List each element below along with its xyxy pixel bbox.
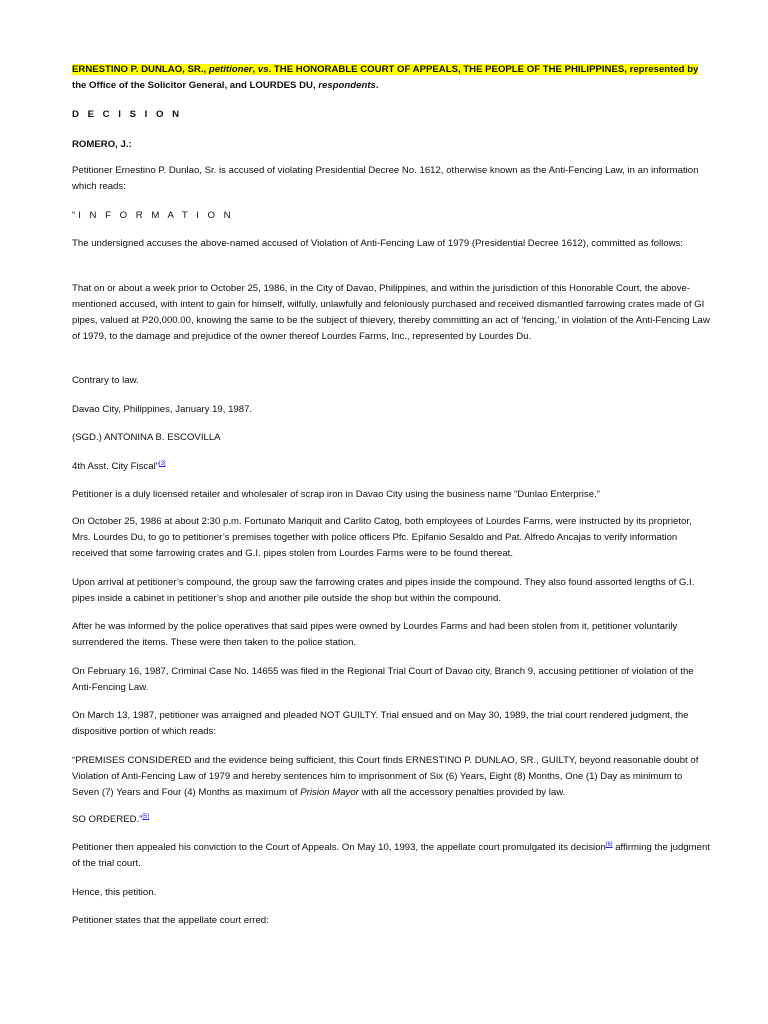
dispositive-end: with all the accessory penalties provided by law.	[361, 787, 566, 798]
appeal-text: Petitioner then appealed his conviction to the Court of Appeals. On May 10, 1993, the appellate court promulgated its decision	[72, 842, 606, 853]
footnote-link[interactable]: [5]	[142, 814, 150, 820]
signatory: (SGD.) ANTONINA B. ESCOVILLA	[72, 432, 221, 443]
paragraph: On February 16, 1987, Criminal Case No. 14655 was filed in the Regional Trial Court of Davao city, Branch 9, accusing petitioner of violation of the Anti-Fencing Law.	[72, 666, 694, 693]
respondents-rest: the Office of the Solicitor General, and	[72, 80, 247, 91]
paragraph: Davao City, Philippines, January 19, 1987.	[72, 404, 253, 415]
paragraph: The undersigned accuses the above-named accused of Violation of Anti-Fencing Law of 1979 (Presidential Decree 1612), committed as follows:	[72, 238, 683, 249]
dispositive-text: “PREMISES CONSIDERED and the evidence being sufficient, this Court finds ERNESTINO P. DUNLAO, SR., GUILTY, beyond reasonable doubt of Violation of Anti-Fencing Law of 1979 and hereby sentences him to imprisonment of Six (6) Years, Eight (8) Months, One (1) Day as minimum to Seven (7) Years and Four (4) Months as maximum of	[72, 755, 699, 798]
so-ordered: SO ORDERED.”	[72, 814, 143, 825]
paragraph: On March 13, 1987, petitioner was arraigned and pleaded NOT GUILTY. Trial ensued and on May 30, 1989, the trial court rendered judgment, the dispositive portion of which reads:	[72, 710, 689, 737]
ponente: ROMERO, J.:	[72, 139, 132, 150]
paragraph: Petitioner Ernestino P. Dunlao, Sr. is accused of violating Presidential Decree No. 1612, otherwise known as the Anti-Fencing Law, in an information which reads:	[72, 165, 699, 192]
decision-heading: D E C I S I O N	[72, 109, 183, 120]
paragraph: Upon arrival at petitioner’s compound, the group saw the farrowing crates and pipes inside the compound. They also found assorted lengths of G.I. pipes inside a cabinet in petitioner’s shop and another pile outside the shop but within the compound.	[72, 577, 695, 604]
petitioner-role: petitioner	[208, 64, 253, 75]
fiscal-line	[72, 459, 166, 475]
case-title-highlight	[72, 64, 698, 75]
paragraph: That on or about a week prior to October 25, 1986, in the City of Davao, Philippines, and within the jurisdiction of this Honorable Court, the above-mentioned accused, with intent to gain for himself, wilfully, unlawfully and feloniously purchased and received dismantled farrowing crates made of GI pipes, valued at P20,000.00, knowing the same to be the subject of thievery, thereby committing an act of ‘fencing,’ in violation of the Anti-Fencing Law of 1979, to the damage and prejudice of the owner thereof Lourdes Farms, Inc., represented by Lourdes Du.	[72, 283, 710, 342]
paragraph: After he was informed by the police operatives that said pipes were owned by Lourdes Farms and had been stolen from it, petitioner voluntarily surrendered the items. These were then taken to the police station.	[72, 621, 678, 648]
petitioner-name: ERNESTINO P. DUNLAO, SR.,	[72, 64, 207, 75]
dot: .	[268, 64, 272, 75]
versus: vs	[257, 64, 269, 75]
information-heading: “I N F O R M A T I O N	[72, 210, 234, 221]
paragraph	[72, 840, 712, 872]
respondent-lourdes: LOURDES DU,	[249, 80, 316, 91]
dispositive-portion	[72, 753, 712, 801]
comma: ,	[252, 64, 256, 75]
respondents-highlighted: THE HONORABLE COURT OF APPEALS, THE PEOPLE OF THE PHILIPPINES, represented by	[273, 64, 699, 75]
paragraph: Petitioner states that the appellate court erred:	[72, 915, 269, 926]
footnote-link[interactable]: [3]	[158, 461, 166, 467]
so-ordered-line	[72, 812, 149, 828]
paragraph: Contrary to law.	[72, 375, 139, 386]
paragraph: Hence, this petition.	[72, 887, 157, 898]
paragraph: On October 25, 1986 at about 2:30 p.m. Fortunato Mariquit and Carlito Catog, both employees of Lourdes Farms, were instructed by its proprietor, Mrs. Lourdes Du, to go to petitioner’s premises together with police officers Pfc. Epifanio Sesaldo and Pat. Alfredo Ancajas to verify information received that some farrowing crates and G.I. pipes stolen from Lourdes Farms were to be found thereat.	[72, 516, 692, 559]
end-dot: .	[375, 80, 379, 91]
appeal-text-end: affirming the judgment of the trial court.	[72, 842, 710, 869]
fiscal-title: 4th Asst. City Fiscal”	[72, 461, 159, 472]
case-title	[72, 62, 712, 94]
paragraph: Petitioner is a duly licensed retailer and wholesaler of scrap iron in Davao City using the business name “Dunlao Enterprise.”	[72, 489, 600, 500]
respondents-role: respondents	[318, 80, 376, 91]
prision-mayor: Prision Mayor	[300, 787, 359, 798]
footnote-link[interactable]: [6]	[605, 842, 613, 848]
